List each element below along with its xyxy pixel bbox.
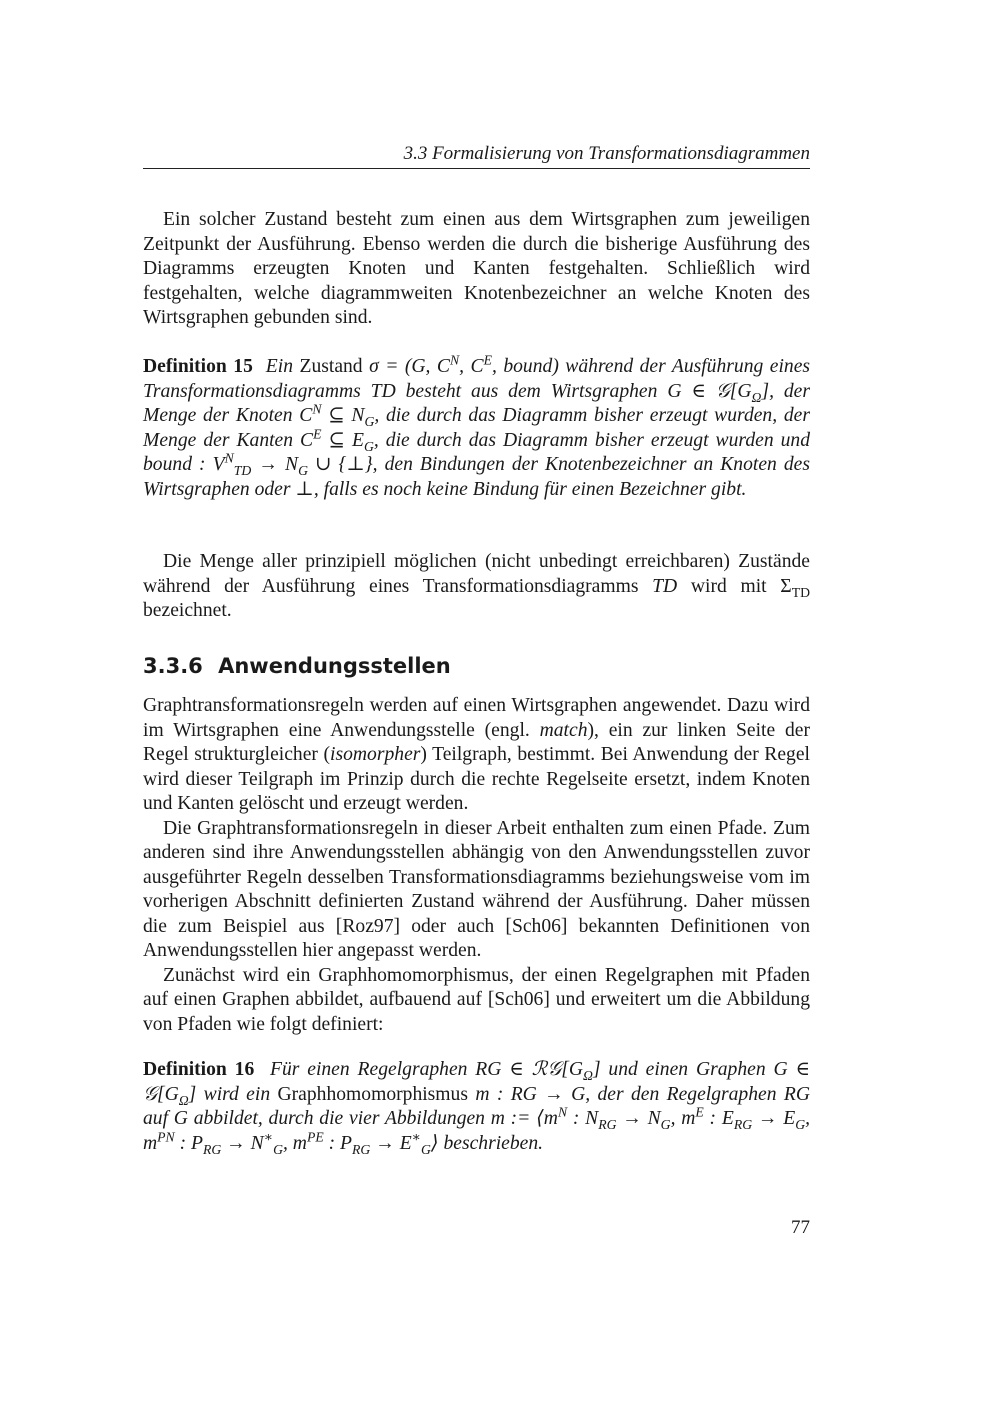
section-body <box>143 694 810 1037</box>
def15-sup-e: E <box>483 352 492 368</box>
def15-sub-omega: Ω <box>751 389 762 405</box>
def16-sub-g: G <box>660 1116 671 1132</box>
definition-15-text <box>143 352 811 502</box>
def15-text-1: Ein <box>265 356 294 377</box>
def15-text-9: , die durch das Diagramm bisher erzeugt wurden und bound : V <box>143 429 811 475</box>
def16-sub-g4: G <box>421 1141 431 1157</box>
p1-text-2: ), ein zur linken Seite der Regel strukturgleicher ( <box>143 719 810 765</box>
section-heading <box>143 654 810 678</box>
sigma-paragraph <box>143 550 810 624</box>
def15-text-8: ⊆ E <box>321 429 364 451</box>
def15-sub-td: TD <box>233 462 252 478</box>
p1-text-3: ) Teilgraph, bestimmt. Bei Anwendung der Regel wird dieser Teilgraph im Prinzip durch die rechte Regelseite ersetzt, indem Knoten und Kanten gelöscht und erzeugt werden. <box>143 744 810 814</box>
sigma-text-1: Die Menge aller prinzipiell möglichen (nicht unbedingt erreichbaren) Zustände während der Ausführung eines Transformationsdiagramms <box>143 551 810 597</box>
definition-16-text <box>143 1058 810 1156</box>
def16-sub-rg: RG <box>598 1116 617 1132</box>
def15-sup-n2: N <box>312 401 322 417</box>
def15-sup-vn: N <box>224 450 234 466</box>
intro-paragraph: Ein solcher Zustand besteht zum einen aus dem Wirtsgraphen zum jeweiligen Zeitpunkt der Ausführung. Ebenso werden die durch die bisherige Ausführung des Diagramms erzeugten Knoten und Kanten festgehalten. Schließlich wird festgehalten, welche diagrammweiten Knotenbezeichner an welche Knoten des Wirtsgraphen gebunden sind. <box>143 209 810 328</box>
section-paragraph-1 <box>143 694 810 817</box>
def16-text-10: , m <box>143 1108 811 1154</box>
section-title: Anwendungsstellen <box>218 654 451 678</box>
running-head: 3.3 Formalisierung von Transformationsdiagrammen <box>143 143 810 169</box>
def16-sup-pn: PN <box>157 1128 175 1144</box>
def16-text-5: : N <box>567 1108 599 1129</box>
def16-text-13: , m <box>283 1132 307 1154</box>
def16-text-2: ] und einen Graphen G ∈ 𝒢[G <box>143 1059 810 1105</box>
sigma-text-3: bezeichnet. <box>143 600 232 621</box>
def16-sub-omega: Ω <box>583 1067 593 1083</box>
def15-term: Zustand <box>299 356 363 377</box>
def15-sub-g: G <box>364 413 375 429</box>
def16-sub-rg3: RG <box>202 1141 222 1157</box>
def16-text-16: ⟩ beschrieben. <box>430 1132 544 1154</box>
section-paragraph-2: Die Graphtransformationsregeln in dieser Arbeit enthalten zum einen Pfade. Zum anderen sind ihre Anwendungsstellen abhängig von den Anwendungsstellen zuvor ausgeführter Regeln desselben Transformationsdiagramms beziehungsweise vom im vorherigen Abschnitt definierten Zustand während der Ausführung. Daher müssen die zum Beispiel aus [Roz97] oder auch [Sch06] bekannten Definitionen von Anwendungsstellen hier angepasst werden. <box>143 817 810 961</box>
def16-sub-omega2: Ω <box>178 1092 189 1108</box>
def15-text-4: , bound) während der Ausführung eines Transformationsdiagramms TD besteht aus dem Wirtsgraphen G ∈ 𝒢[G <box>143 356 811 402</box>
sigma-td: TD <box>652 575 678 597</box>
def16-sub-g3: G <box>273 1141 283 1157</box>
def16-sup-star: ∗ <box>263 1128 274 1144</box>
intro-block <box>143 208 810 331</box>
def16-text-3: ] wird ein <box>188 1083 271 1105</box>
def16-text-8: : E <box>703 1108 734 1129</box>
def16-sup-pe: PE <box>306 1128 324 1144</box>
def16-text-14: : P <box>323 1132 353 1154</box>
page-number: 77 <box>791 1217 810 1238</box>
def16-text-12: → N <box>221 1132 264 1154</box>
section-paragraph-3: Zunächst wird ein Graphhomomorphismus, der einen Regelgraphen mit Pfaden auf einen Graphen abbildet, aufbauend auf [Sch06] und erweitert um die Abbildung von Pfaden wie folgt definiert: <box>143 964 810 1035</box>
def16-sub-g2: G <box>795 1116 806 1132</box>
def16-sup-n: N <box>557 1104 568 1120</box>
def16-text-6: → N <box>616 1108 661 1129</box>
def16-text-1: Für einen Regelgraphen RG ∈ ℛ𝒢[G <box>270 1059 584 1080</box>
def15-sup-e2: E <box>313 425 322 441</box>
def15-text-2: σ = (G, C <box>369 356 450 377</box>
sigma-block <box>143 550 810 624</box>
def16-text-4: m : RG → G, der den Regelgraphen RG auf G abbildet, durch die vier Abbildungen m := ⟨m <box>143 1083 810 1129</box>
def16-text-7: , m <box>670 1108 696 1129</box>
p1-match: match <box>539 719 588 741</box>
p1-isomorpher: isomorpher <box>330 744 421 765</box>
def16-sup-star2: ∗ <box>411 1128 421 1144</box>
def16-text-11: : P <box>174 1132 203 1154</box>
def16-term: Graphhomomorphismus <box>277 1083 468 1105</box>
def15-text-10: → N <box>251 454 299 475</box>
def16-text-9: → E <box>752 1108 796 1129</box>
def16-sub-rg4: RG <box>352 1141 371 1157</box>
def15-sub-g3: G <box>298 462 308 478</box>
def16-sup-e: E <box>695 1104 704 1120</box>
def15-sup-n: N <box>450 352 460 368</box>
definition-15 <box>143 352 811 502</box>
def16-sub-rg2: RG <box>733 1116 753 1132</box>
sigma-sub-td: TD <box>791 584 810 600</box>
def15-sub-g2: G <box>363 438 374 454</box>
def15-text-11: ∪ {⊥}, den Bindungen der Knotenbezeichner an Knoten des Wirtsgraphen oder ⊥, falls es noch keine Bindung für einen Bezeichner gibt. <box>143 454 810 500</box>
definition-15-label: Definition 15 <box>143 356 253 377</box>
definition-16 <box>143 1058 810 1156</box>
def15-text-3: , C <box>459 356 484 377</box>
def15-text-6: ⊆ N <box>321 405 365 426</box>
sigma-text-2: wird mit Σ <box>690 575 792 597</box>
definition-16-label: Definition 16 <box>143 1059 255 1080</box>
def16-text-15: → E <box>370 1132 412 1154</box>
p1-text-1: Graphtransformationsregeln werden auf einen Wirtsgraphen angewendet. Dazu wird im Wirtsgraphen eine Anwendungsstelle (engl. <box>143 695 810 741</box>
def15-text-5: ], der Menge der Knoten C <box>143 380 811 426</box>
def15-text-7: , die durch das Diagramm bisher erzeugt wurden, der Menge der Kanten C <box>143 405 810 451</box>
section-number: 3.3.6 <box>143 654 203 678</box>
